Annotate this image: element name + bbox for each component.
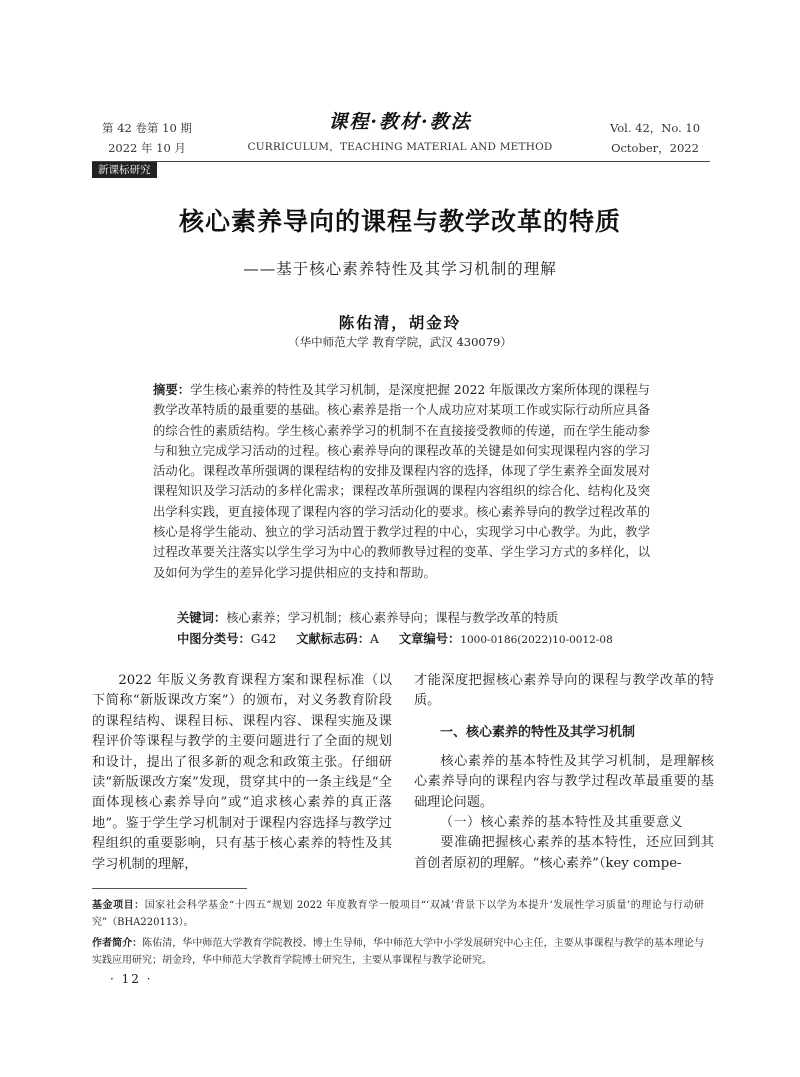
volume-no-en: Vol. 42，No. 10 bbox=[609, 121, 701, 135]
author-bio-label: 作者简介： bbox=[92, 938, 143, 949]
intro-paragraph: 2022 年版义务教育课程方案和课程标准（以下简称“新版课改方案”）的颁布，对义务教育阶段的课程结构、课程目标、课程内容、课程实施及课程评价等课程与教学的主要问题进行了全面的规划和设计，提出了很多新的观念和政策主张。仔细研读“新版课改方案”发现，贯穿其中的一条主线是“全面体现核心素养导向”或“追求核心素养的真正落地”。鉴于学生学习机制对于课程内容选择与教学过程组织的重要影响，只有基于核心素养的特性及其学习机制的理解， bbox=[92, 673, 392, 872]
clc-label: 中图分类号： bbox=[177, 632, 251, 646]
journal-english-name: CURRICULUM，TEACHING MATERIAL AND METHOD bbox=[247, 141, 553, 153]
issue-date: 2022 年 10 月 bbox=[108, 141, 186, 155]
classification-line bbox=[177, 629, 657, 650]
page-number: · 12 · bbox=[110, 972, 153, 986]
doc-code-value: A bbox=[370, 632, 379, 646]
keywords-label: 关键词： bbox=[177, 611, 227, 625]
abstract-text: 学生核心素养的特性及其学习机制，是深度把握 2022 年版课改方案所体现的课程与教学改革特质的最重要的基础。核心素养是指一个人成功应对某项工作或实际行动所应具备的综合性的素质结构。学生核心素养学习的机制不在直接接受教师的传递，而在学生能动参与和独立完成学习活动的过程。核心素养导向的课程改革的关键是如何实现课程内容的学习活动化。课程改革所强调的课程结构的安排及课程内容的选择，体现了学生素养全面发展对课程知识及学习活动的多样化需求；课程改革所强调的课程内容组织的综合化、结构化及突出学科实践，更直接体现了课程内容的学习活动化的要求。核心素养导向的教学过程改革的核心是将学生能动、独立的学习活动置于教学过程的中心，实现学习中心教学。为此，教学过程改革要关注落实以学生学习为中心的教师教导过程的变革、学生学习方式的多样化，以及如何为学生的差异化学习提供相应的支持和帮助。 bbox=[153, 383, 650, 580]
issue-date-en: October，2022 bbox=[611, 141, 699, 155]
section-paragraph: 核心素养的基本特性及其学习机制，是理解核心素养导向的课程内容与教学过程改革最重要的基础理论问题。 bbox=[414, 753, 714, 810]
article-no-value: 1000-0186(2022)10-0012-08 bbox=[460, 634, 613, 646]
fund-footnote bbox=[92, 897, 704, 931]
article-no-label: 文章编号： bbox=[398, 632, 461, 646]
clc-value: G42 bbox=[250, 632, 277, 646]
journal-name: 课程·教材·教法 bbox=[328, 111, 472, 133]
author-bio-text: 陈佑清，华中师范大学教育学院教授、博士生导师，华中师范大学中小学发展研究中心主任，主要从事课程与教学的基本理论与实践应用研究；胡金玲，华中师范大学教育学院博士研究生，主要从事课程与教学论研究。 bbox=[92, 938, 705, 966]
abstract bbox=[153, 380, 650, 583]
fund-text: 国家社会科学基金“十四五”规划 2022 年度教育学一般项目“‘双减’背景下以学为本提升‘发展性学习质量’的理论与行动研究”（BHA220113）。 bbox=[92, 900, 705, 928]
section-tag: 新课标研究 bbox=[92, 162, 157, 178]
author-footnote bbox=[92, 935, 704, 969]
article-authors: 陈佑清，胡金玲 bbox=[338, 313, 462, 332]
author-affiliation: （华中师范大学 教育学院，武汉 430079） bbox=[288, 335, 512, 349]
article-subtitle: ——基于核心素养特性及其学习机制的理解 bbox=[243, 260, 557, 278]
body-left-column bbox=[92, 671, 392, 875]
header-rule bbox=[92, 161, 710, 162]
doc-code-label: 文献标志码： bbox=[296, 632, 370, 646]
journal-masthead bbox=[240, 110, 560, 156]
abstract-label: 摘要： bbox=[153, 383, 191, 397]
subsection-paragraph: 要准确把握核心素养的基本特性，还应回到其首创者原初的理解。“核心素养”（key compe- bbox=[414, 835, 714, 871]
fund-label: 基金项目： bbox=[92, 900, 145, 911]
keywords-text: 核心素养；学习机制；核心素养导向；课程与教学改革的特质 bbox=[226, 611, 559, 625]
journal-issue-info bbox=[92, 118, 202, 158]
volume-issue: 第 42 卷第 10 期 bbox=[102, 121, 192, 135]
keywords-line bbox=[177, 608, 647, 628]
journal-volume-en bbox=[600, 118, 710, 158]
intro-continuation: 才能深度把握核心素养导向的课程与教学改革的特质。 bbox=[414, 673, 714, 709]
article-title: 核心素养导向的课程与教学改革的特质 bbox=[178, 207, 621, 236]
section-heading: 一、核心素养的特性及其学习机制 bbox=[440, 724, 636, 740]
body-right-column bbox=[414, 671, 714, 874]
subsection-heading: （一）核心素养的基本特性及其重要意义 bbox=[440, 815, 684, 831]
footnote-rule bbox=[92, 888, 247, 889]
